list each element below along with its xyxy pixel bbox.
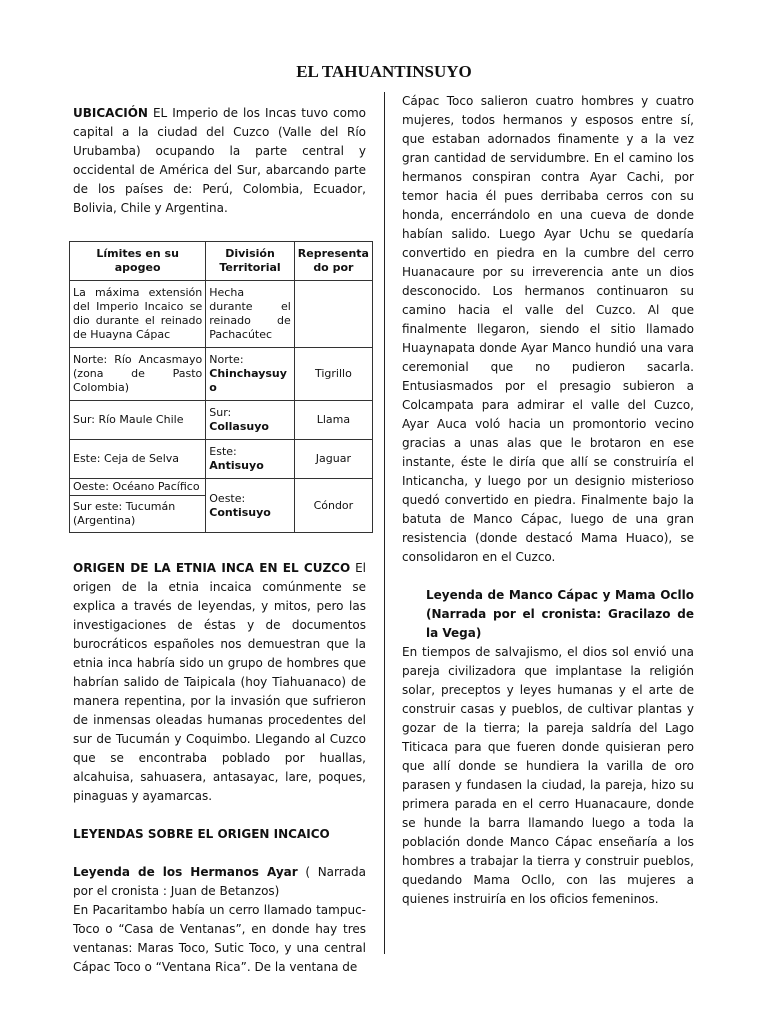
table-cell [206,401,295,440]
cell-prefix: Oeste: [209,491,246,505]
table-row [70,281,373,348]
suyo-name: Chinchaysuyo [209,367,287,394]
page-title: EL TAHUANTINSUYO [296,62,472,81]
table-cell: Cóndor [294,479,372,533]
right-column [402,92,694,909]
manco-paragraph: En tiempos de salvajismo, el dios sol envió una pareja civilizadora que implantase la religión solar, preceptos y leyes humanas y el arte de construir casas y pueblos, de cultivar plantas y gozar de la tierra; la pareja saldría del Lago Titicaca para que fueren donde quisieran pero que allí donde se hundiera la varilla de oro parasen y fundasen la ciudad, la pareja, hizo su primera parada en el cerro Huanacaure, donde se hunde la barra llamando luego a toda la población donde Manco Cápac enseñaría a los hombres a trabajar la tierra y construir pueblos, quedando Mama Ocllo, con las mujeres a quienes instruiría en los oficios femeninos. [402,645,694,906]
column-divider [384,92,385,954]
table-cell: Llama [294,401,372,440]
cell-prefix: Sur: [209,406,232,419]
origen-paragraph [73,559,366,806]
table-row [70,348,373,401]
leyendas-heading-text: LEYENDAS SOBRE EL ORIGEN INCAICO [73,827,330,841]
cell-prefix: Norte: [209,353,244,366]
table-cell: Sur: Río Maule Chile [70,401,206,440]
suyo-name: Antisuyo [209,459,264,472]
leyendas-heading [73,825,366,844]
table-cell: Sur este: Tucumán (Argentina) [70,496,206,533]
ayar-subheading: ( Narrada por el cronista : Juan de Betanzos) [73,865,367,898]
table-cell [294,281,372,348]
table-header: Representa do por [294,242,372,281]
table-cell: La máxima extensión del Imperio Incaico se dio durante el reinado de Huayna Cápac [70,281,206,348]
origen-text: El origen de la etnia incaica comúnmente se explica a través de leyendas, y mitos, pero las investigaciones de éstas y de documentos burocráticos españoles nos demuestran que la etnia inca habría sido un grupo de hombres que habrían salido de Taipicala (hoy Tiahuanaco) de manera repentina, por la invasión que sufrieron de inmensas oleadas humanas procedentes del sur de Tucumán y Coquimbo. Llegando al Cuzco que se encontraba poblado por huallas, alcahuisa, sahuasera, antasayac, lare, poques, pinaguas y ayamarcas. [73,561,366,803]
table-cell [206,479,295,533]
ayar-continuation-paragraph: Cápac Toco salieron cuatro hombres y cuatro mujeres, todos hermanos y esposos entre sí, que estaban adornados finamente y a la vez gran cantidad de servidumbre. En el camino los hermanos conspiran contra Ayar Cachi, por temor hacia él pues derribaba cerros con su honda, encerrándolo en una cueva de donde habían salido. Luego Ayar Uchu se quedaría convertido en piedra en la cumbre del cerro Huanacaure por su irreverencia ante un dios desconocido. Los hermanos continuaron su camino hacia el valle del Cuzco. Al que finalmente llegaron, siendo el sitio llamado Huaynapata donde Ayar Manco hundió una vara ceremonial que no pudieron sacarla. Entusiasmados por el presagio subieron a Colcampata para admirar el valle del Cuzco, Ayar Auca voló hacia un promontorio vecino gracias a unas alas que le brotaron en ese instante, éste le diría que allí se construiría el Inticancha, y luego por un designio misterioso quedó convertido en piedra. Finalmente bajo la batuta de Manco Cápac, luego de una gran resistencia (donde destacó Mama Huaco), se consolidaron en el Cuzco. [402,94,694,564]
ayar-paragraph: En Pacaritambo había un cerro llamado tampuc-Toco o “Casa de Ventanas”, en donde hay tres ventanas: Maras Toco, Sutic Toco, y una central Cápac Toco o “Ventana Rica”. De la ventana de [73,903,366,974]
ayar-heading: Leyenda de los Hermanos Ayar [73,865,298,879]
table-row [70,479,373,496]
table-cell [206,348,295,401]
suyo-name: Contisuyo [209,505,271,519]
table-header-row [70,242,373,281]
cell-prefix: Este: [209,445,237,458]
ayar-heading-paragraph [73,863,366,901]
table-header: División Territorial [206,242,295,281]
table-header: Límites en su apogeo [70,242,206,281]
list-item [402,586,694,643]
suyo-name: Collasuyo [209,420,269,433]
ubicacion-text: EL Imperio de los Incas tuvo como capital a la ciudad del Cuzco (Valle del Río Urubamba) ocupando la parte central y occidental de América del Sur, abarcando parte de los países de: Perú, Colombia, Ecuador, Bolivia, Chile y Argentina. [73,106,366,215]
ubicacion-heading: UBICACIÓN [73,106,148,120]
table-row [70,440,373,479]
table-cell: Hecha durante el reinado de Pachacútec [206,281,295,348]
table-cell: Norte: Río Ancasmayo (zona de Pasto Colombia) [70,348,206,401]
table-cell: Jaguar [294,440,372,479]
table-cell: Oeste: Océano Pacífico [70,479,206,496]
manco-heading: Leyenda de Manco Cápac y Mama Ocllo (Narrada por el cronista: Gracilazo de la Vega) [426,588,694,640]
table-row [70,401,373,440]
table-cell [206,440,295,479]
left-column [73,104,369,977]
ubicacion-paragraph [73,104,366,218]
table-cell: Este: Ceja de Selva [70,440,206,479]
bullet-icon [402,586,426,643]
limits-table [69,241,373,533]
table-cell: Tigrillo [294,348,372,401]
origen-heading: ORIGEN DE LA ETNIA INCA EN EL CUZCO [73,561,351,575]
